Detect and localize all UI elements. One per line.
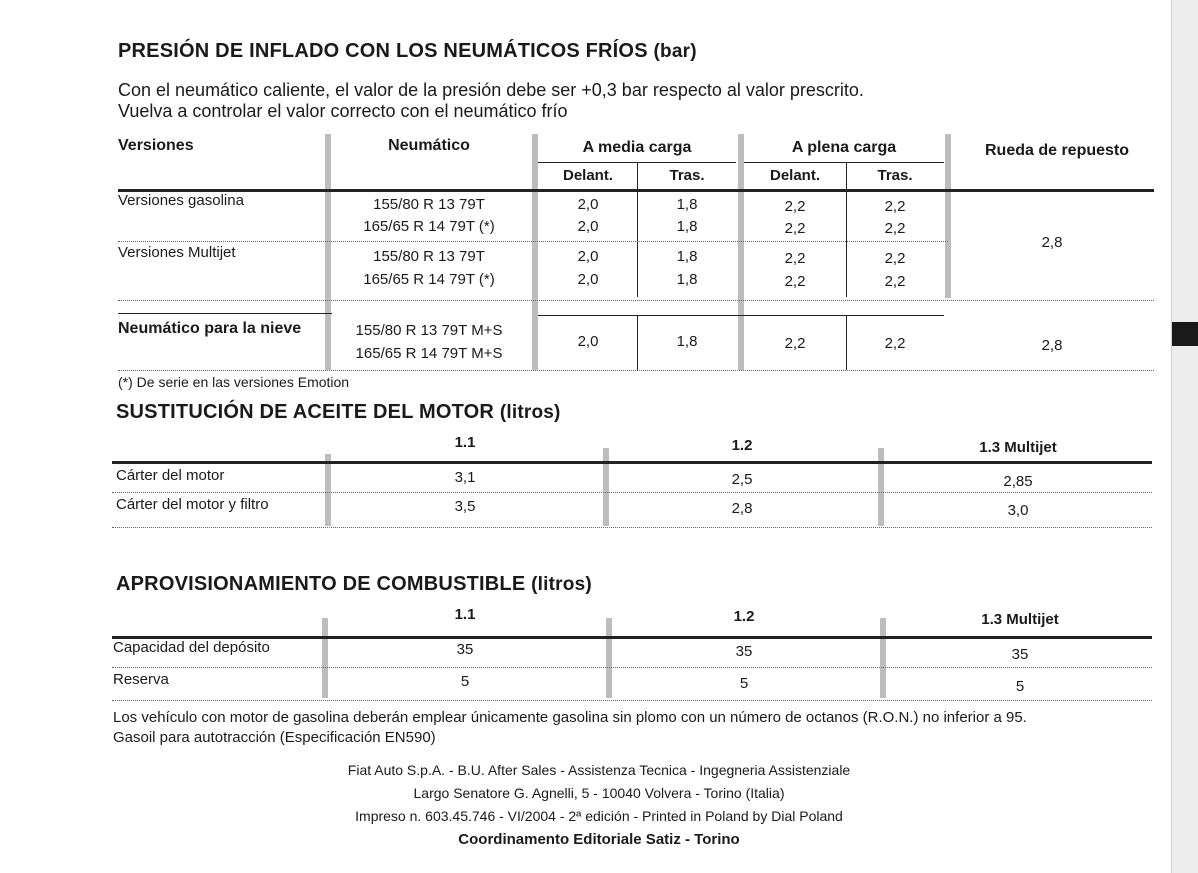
page-edge-tab xyxy=(1172,322,1198,346)
pressure-value: 2,0 xyxy=(577,218,599,235)
pressure-value: 2,2 xyxy=(784,273,806,290)
oil-row-label: Cárter del motor y filtro xyxy=(116,496,269,513)
footer-line-2: Largo Senatore G. Agnelli, 5 - 10040 Volvera - Torino (Italia) xyxy=(413,785,785,801)
fuel-col-header: 1.3 Multijet xyxy=(981,611,1059,628)
col-separator xyxy=(878,448,884,526)
header-versions: Versiones xyxy=(118,137,194,154)
fuel-note-2: Gasoil para autotracción (Especificación EN590) xyxy=(113,729,436,746)
fuel-title xyxy=(116,573,592,596)
fuel-note-1: Los vehículo con motor de gasolina deberán emplear únicamente gasolina sin plomo con un número de octanos (R.O.N.) no inferior a 95. xyxy=(113,709,1027,726)
snow-row-rule xyxy=(118,313,332,314)
pressure-value: 2,0 xyxy=(577,248,599,265)
oil-title-text: SUSTITUCIÓN DE ACEITE DEL MOTOR xyxy=(116,401,495,423)
col-separator xyxy=(880,618,886,698)
header-medium-rear: Tras. xyxy=(669,167,705,184)
pressure-value: 2,0 xyxy=(577,271,599,288)
pressure-value: 1,8 xyxy=(676,333,698,350)
oil-title-unit: (litros) xyxy=(499,402,561,423)
col-separator xyxy=(945,134,951,298)
pressure-value: 1,8 xyxy=(676,196,698,213)
fuel-row-label: Capacidad del depósito xyxy=(113,639,270,656)
header-spare-wheel: Rueda de repuesto xyxy=(984,142,1130,159)
spare-pressure-value: 2,8 xyxy=(1041,234,1063,251)
header-tyre: Neumático xyxy=(388,137,470,154)
tyre-size: 155/80 R 13 79T xyxy=(373,196,485,213)
col-separator xyxy=(603,448,609,526)
fuel-value: 35 xyxy=(456,641,474,658)
oil-title xyxy=(116,401,561,424)
oil-col-header: 1.1 xyxy=(454,434,476,451)
pressure-value: 2,2 xyxy=(884,198,906,215)
header-medium-load: A media carga xyxy=(582,139,692,156)
row-divider xyxy=(118,300,1154,301)
snow-tyre-label: Neumático para la nieve xyxy=(118,320,302,337)
pressure-title-unit: (bar) xyxy=(653,41,697,62)
pressure-title xyxy=(118,40,697,63)
pressure-value: 2,2 xyxy=(784,198,806,215)
row-divider xyxy=(118,241,948,242)
pressure-intro-line1: Con el neumático caliente, el valor de la presión debe ser +0,3 bar respecto al valor prescrito. xyxy=(118,80,864,100)
oil-value: 3,5 xyxy=(454,498,476,515)
row-divider xyxy=(112,492,1152,493)
pressure-title-text: PRESIÓN DE INFLADO CON LOS NEUMÁTICOS FRÍOS xyxy=(118,40,648,62)
page-edge xyxy=(1171,0,1198,873)
pressure-value: 2,2 xyxy=(784,335,806,352)
col-separator xyxy=(325,134,331,370)
footer-line-4: Coordinamento Editoriale Satiz - Torino xyxy=(458,831,740,848)
row-divider xyxy=(112,700,1152,701)
version-label: Versiones Multijet xyxy=(118,244,236,261)
fuel-value: 35 xyxy=(1011,646,1029,663)
fuel-title-text: APROVISIONAMIENTO DE COMBUSTIBLE xyxy=(116,573,526,595)
spare-pressure-value: 2,8 xyxy=(1041,337,1063,354)
col-separator xyxy=(322,618,328,698)
pressure-value: 2,2 xyxy=(884,220,906,237)
tyre-size: 155/80 R 13 79T xyxy=(373,248,485,265)
oil-col-header: 1.2 xyxy=(731,437,753,454)
tyre-size: 165/65 R 14 79T (*) xyxy=(363,218,495,235)
fuel-col-header: 1.2 xyxy=(733,608,755,625)
snow-row-rule xyxy=(538,315,944,316)
fuel-value: 35 xyxy=(735,643,753,660)
pressure-value: 2,2 xyxy=(884,335,906,352)
oil-value: 3,0 xyxy=(1007,502,1029,519)
pressure-value: 1,8 xyxy=(676,248,698,265)
fuel-value: 5 xyxy=(460,673,470,690)
pressure-value: 2,2 xyxy=(784,220,806,237)
header-rule xyxy=(118,189,1154,192)
version-label: Versiones gasolina xyxy=(118,192,244,209)
fuel-col-header: 1.1 xyxy=(454,606,476,623)
pressure-value: 2,2 xyxy=(884,250,906,267)
fuel-title-unit: (litros) xyxy=(531,574,592,595)
header-rule xyxy=(112,461,1152,464)
header-full-front: Delant. xyxy=(769,167,820,184)
pressure-intro-line2: Vuelva a controlar el valor correcto con el neumático frío xyxy=(118,101,568,121)
footer-line-1: Fiat Auto S.p.A. - B.U. After Sales - Assistenza Tecnica - Ingegneria Assistenziale xyxy=(347,762,851,778)
header-full-load: A plena carga xyxy=(791,139,897,156)
row-divider xyxy=(112,667,1152,668)
header-divider xyxy=(744,162,944,163)
pressure-value: 1,8 xyxy=(676,218,698,235)
fuel-value: 5 xyxy=(739,675,749,692)
oil-value: 2,5 xyxy=(731,471,753,488)
tyre-size: 165/65 R 14 79T M+S xyxy=(355,345,503,362)
header-medium-front: Delant. xyxy=(562,167,613,184)
row-divider xyxy=(118,370,1154,371)
fuel-value: 5 xyxy=(1015,678,1025,695)
pressure-value: 2,2 xyxy=(884,273,906,290)
header-full-rear: Tras. xyxy=(877,167,913,184)
tyre-size: 165/65 R 14 79T (*) xyxy=(363,271,495,288)
pressure-footnote: (*) De serie en las versiones Emotion xyxy=(118,374,350,390)
pressure-value: 2,0 xyxy=(577,333,599,350)
tyre-size: 155/80 R 13 79T M+S xyxy=(355,322,503,339)
col-separator xyxy=(325,454,331,526)
pressure-value: 2,2 xyxy=(784,250,806,267)
oil-row-label: Cárter del motor xyxy=(116,467,225,484)
row-divider xyxy=(112,527,1152,528)
pressure-value: 2,0 xyxy=(577,196,599,213)
oil-col-header: 1.3 Multijet xyxy=(979,439,1057,456)
fuel-row-label: Reserva xyxy=(113,671,169,688)
oil-value: 2,85 xyxy=(1003,473,1033,490)
oil-value: 3,1 xyxy=(454,469,476,486)
pressure-value: 1,8 xyxy=(676,271,698,288)
footer-line-3: Impreso n. 603.45.746 - VI/2004 - 2ª edición - Printed in Poland by Dial Poland xyxy=(355,808,843,824)
oil-value: 2,8 xyxy=(731,500,753,517)
